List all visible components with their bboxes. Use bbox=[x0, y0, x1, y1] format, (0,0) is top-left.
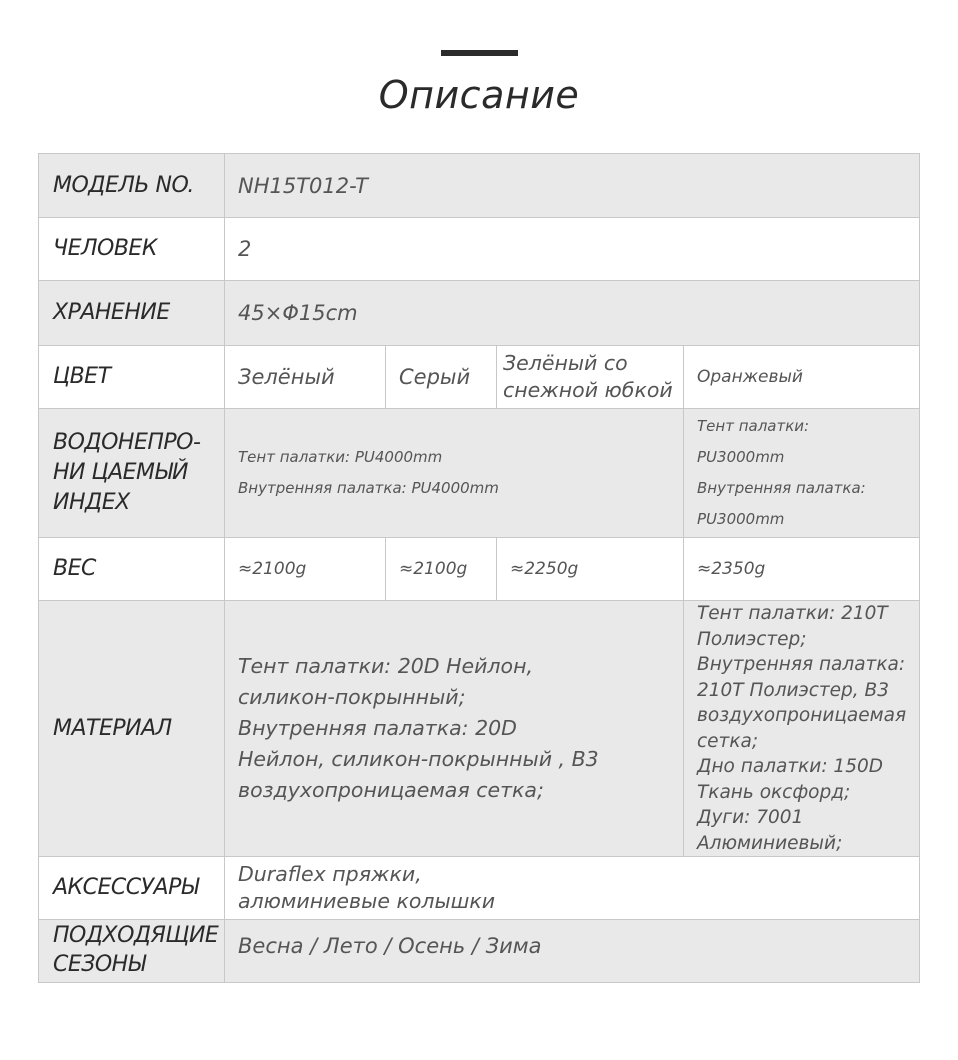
value-color-green: Зелёный bbox=[225, 346, 386, 409]
material-orange-line: Ткань оксфорд; bbox=[697, 781, 851, 803]
material-orange-line: Дно палатки: 150D bbox=[697, 756, 883, 777]
value-storage: 45×Φ15cm bbox=[225, 281, 920, 346]
label-seasons bbox=[39, 920, 225, 983]
row-weight bbox=[39, 538, 920, 601]
value-model: NH15T012-T bbox=[225, 154, 920, 218]
waterproof-main-line: Внутренняя палатка: PU4000mm bbox=[238, 479, 499, 497]
label-waterproof-line: ИНДЕХ bbox=[53, 489, 130, 515]
label-waterproof-line: НИ ЦАЕМЫЙ bbox=[53, 460, 188, 486]
material-orange-line: Тент палатки: 210T bbox=[697, 603, 888, 624]
page-title: Описание bbox=[378, 73, 580, 117]
waterproof-orange-line: PU3000mm bbox=[697, 510, 785, 528]
row-material bbox=[39, 601, 920, 857]
label-waterproof-line: ВОДОНЕПРО- bbox=[53, 430, 201, 456]
material-orange-line: Алюминиевый; bbox=[697, 832, 843, 854]
row-accessories bbox=[39, 857, 920, 920]
value-color-green-snow-skirt: Зелёный со снежной юбкой bbox=[497, 346, 684, 409]
material-orange-line: Внутренняя палатка: bbox=[697, 654, 906, 675]
material-main-line: Внутренняя палатка: 20D bbox=[238, 716, 517, 740]
label-color: ЦВЕТ bbox=[39, 346, 225, 409]
material-main-line: Нейлон, силикон-покрынный , В3 bbox=[238, 747, 599, 771]
value-weight-green: ≈2100g bbox=[225, 538, 386, 601]
value-waterproof-main bbox=[225, 409, 684, 538]
material-main-line: Тент палатки: 20D Нейлон, bbox=[238, 654, 533, 678]
row-seasons bbox=[39, 920, 920, 983]
value-color-grey: Серый bbox=[386, 346, 497, 409]
material-orange-line: Дуги: 7001 bbox=[697, 807, 804, 828]
row-waterproof bbox=[39, 409, 920, 538]
waterproof-orange-line: Тент палатки: bbox=[697, 417, 810, 435]
value-persons: 2 bbox=[225, 218, 920, 281]
value-material-orange bbox=[684, 601, 920, 857]
value-weight-orange: ≈2350g bbox=[684, 538, 920, 601]
value-waterproof-orange bbox=[684, 409, 920, 538]
label-accessories: АКСЕССУАРЫ bbox=[39, 857, 225, 920]
label-material: МАТЕРИАЛ bbox=[39, 601, 225, 857]
label-persons: ЧЕЛОВЕК bbox=[39, 218, 225, 281]
row-model bbox=[39, 154, 920, 218]
label-storage: ХРАНЕНИЕ bbox=[39, 281, 225, 346]
label-seasons-line: СЕЗОНЫ bbox=[53, 952, 146, 977]
value-color-orange: Оранжевый bbox=[684, 346, 920, 409]
row-persons bbox=[39, 218, 920, 281]
value-weight-grey: ≈2100g bbox=[386, 538, 497, 601]
accessories-line: алюминиевые колышки bbox=[238, 889, 496, 913]
material-main-line: силикон-покрынный; bbox=[238, 685, 466, 709]
material-main-line: воздухопроницаемая сетка; bbox=[238, 778, 544, 802]
waterproof-main-line: Тент палатки: PU4000mm bbox=[238, 448, 443, 466]
material-orange-line: Полиэстер; bbox=[697, 628, 807, 650]
accessories-line: Duraflex пряжки, bbox=[238, 862, 422, 886]
label-weight: ВЕС bbox=[39, 538, 225, 601]
label-model: МОДЕЛЬ NO. bbox=[39, 154, 225, 218]
material-orange-line: сетка; bbox=[697, 730, 759, 752]
material-orange-line: воздухопроницаемая bbox=[697, 705, 907, 726]
value-weight-green-snow-skirt: ≈2250g bbox=[497, 538, 684, 601]
row-storage bbox=[39, 281, 920, 346]
label-seasons-line: ПОДХОДЯЩИЕ bbox=[53, 923, 219, 949]
material-orange-line: 210T Полиэстер, В3 bbox=[697, 679, 890, 701]
row-color bbox=[39, 346, 920, 409]
value-accessories bbox=[225, 857, 920, 920]
label-waterproof bbox=[39, 409, 225, 538]
waterproof-orange-line: Внутренняя палатка: bbox=[697, 479, 866, 497]
value-material-main bbox=[225, 601, 684, 857]
spec-table bbox=[38, 153, 920, 983]
title-underline-bar bbox=[441, 50, 518, 56]
waterproof-orange-line: PU3000mm bbox=[697, 448, 785, 466]
value-seasons: Весна / Лето / Осень / Зима bbox=[225, 920, 920, 983]
